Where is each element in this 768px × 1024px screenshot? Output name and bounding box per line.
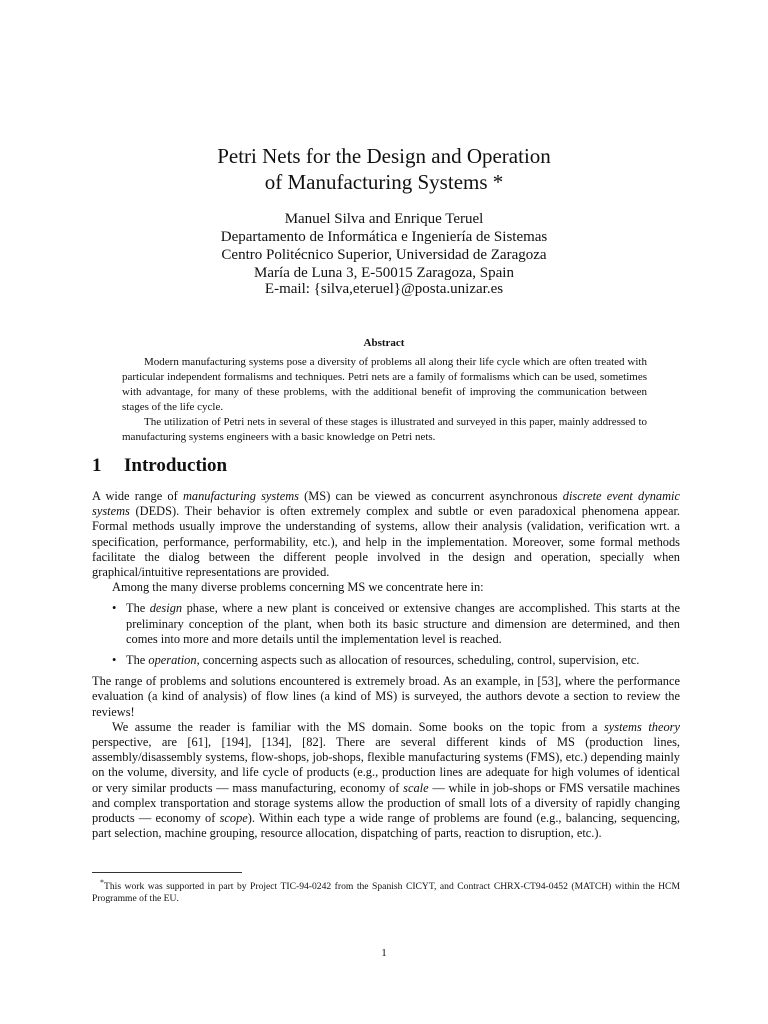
bullet-list [92,601,680,668]
text-run: The [126,653,149,668]
abstract-paragraph-2: The utilization of Petri nets in several of these stages is illustrated and surveyed in this paper, mainly addressed to manufacturing systems engineers with a basic knowledge on Petri nets. [122,416,647,443]
abstract-heading: Abstract [363,337,405,349]
intro-paragraph-1 [92,489,680,580]
footnote-text [92,877,680,905]
list-item [92,653,680,668]
author-address: María de Luna 3, E-50015 Zaragoza, Spain [254,265,514,281]
emphasis-text: operation [148,653,197,668]
bullet-icon: • [112,601,117,616]
text-run: (MS) can be viewed as concurrent asynchronous [298,489,563,503]
intro-paragraph-4 [92,720,680,842]
paper-title-text: of Manufacturing Systems [264,170,488,194]
emphasis-text: discrete event dynamic systems [92,489,681,519]
footnote [92,877,680,905]
text-run: , concerning aspects such as allocation of resources, scheduling, control, supervision, etc. [196,653,640,668]
footnote-mark: * [100,878,104,887]
text-run: A wide range of [92,489,183,503]
author-department: Departamento de Informática e Ingeniería de Sistemas [220,229,548,245]
text-run: — while in job-shops or FMS versatile machines and complex transportation and storage systems allow the production of small lots of a diversity of rapidly changing products — economy of [92,780,680,826]
introduction-body [92,489,680,841]
text-run: (DEDS). Their behavior is often extremely complex and subtle or even paradoxical phenomena appear. Formal methods usually improve the understanding of systems, allow their analysis (validation, verification wrt. a specification, performance, performability, etc.), and help in the implementation. Moreover, some formal methods facilitate the dialog between the different people involved in the design and operation, specially when graphical/intuitive representations are provided. [92,504,680,580]
emphasis-text: scale [403,780,429,795]
text-run: We assume the reader is familiar with the MS domain. Some books on the topic from a [112,719,604,734]
author-names: Manuel Silva and Enrique Teruel [284,211,484,227]
text-run: perspective, are [61], [194], [134], [82]. There are several different kinds of MS (production lines, assembly/disassembly systems, flow-shops, job-shops, flexible manufacturing systems (FMS), etc.) depending mainly on the volume, diversity, and life cycle of products (e.g., production lines are adequate for high volumes of identical or very similar products — mass manufacturing, economy of [92,735,680,795]
footnote-divider [92,872,242,873]
intro-paragraph-3: The range of problems and solutions encountered is extremely broad. As an example, in [53], where the performance evaluation (a kind of analysis) of flow lines (a kind of MS) is surveyed, the authors devote a section to review the reviews! [92,674,680,719]
emphasis-text: manufacturing systems [182,489,299,503]
emphasis-text: scope [219,811,248,826]
emphasis-text: design [149,601,183,616]
bullet-icon: • [112,653,117,668]
paper-title-line-1: Petri Nets for the Design and Operation [217,144,551,168]
author-email: E-mail: {silva,eteruel}@posta.unizar.es [264,281,504,297]
intro-paragraph-2: Among the many diverse problems concerning MS we concentrate here in: [112,580,484,595]
text-run: phase, where a new plant is conceived or extensive changes are accomplished. This starts at the preliminary conception of the plant, when both its basic structure and dimension are determined, and then comes into more and more details until the implementation level is reached. [126,601,680,646]
section-title: Introduction [124,455,228,476]
paper-title-line-2 [0,170,768,195]
text-run: The [126,601,150,616]
section-heading-introduction [92,455,692,477]
abstract-paragraph-1: Modern manufacturing systems pose a diversity of problems all along their life cycle which are often treated with particular independent formalisms and techniques. Petri nets are a family of formalisms which can be used, sometimes with advantage, for many of these problems, with the additional benefit of improving the communication between stages of the life cycle. [122,356,647,413]
title-footnote-mark: * [492,170,504,194]
section-number: 1 [92,455,102,476]
page-number: 1 [381,947,387,959]
list-item [92,601,680,647]
emphasis-text: systems theory [603,719,680,734]
text-run: ). Within each type a wide range of problems are found (e.g., balancing, sequencing, part selection, machine grouping, resource allocation, dispatching of parts, reaction to disruption, etc.). [92,811,680,841]
author-school: Centro Politécnico Superior, Universidad de Zaragoza [221,247,547,263]
footnote-body: This work was supported in part by Project TIC-94-0242 from the Spanish CICYT, and Contract CHRX-CT94-0452 (MATCH) within the HCM Programme of the EU. [92,881,680,905]
abstract-body [122,355,647,445]
